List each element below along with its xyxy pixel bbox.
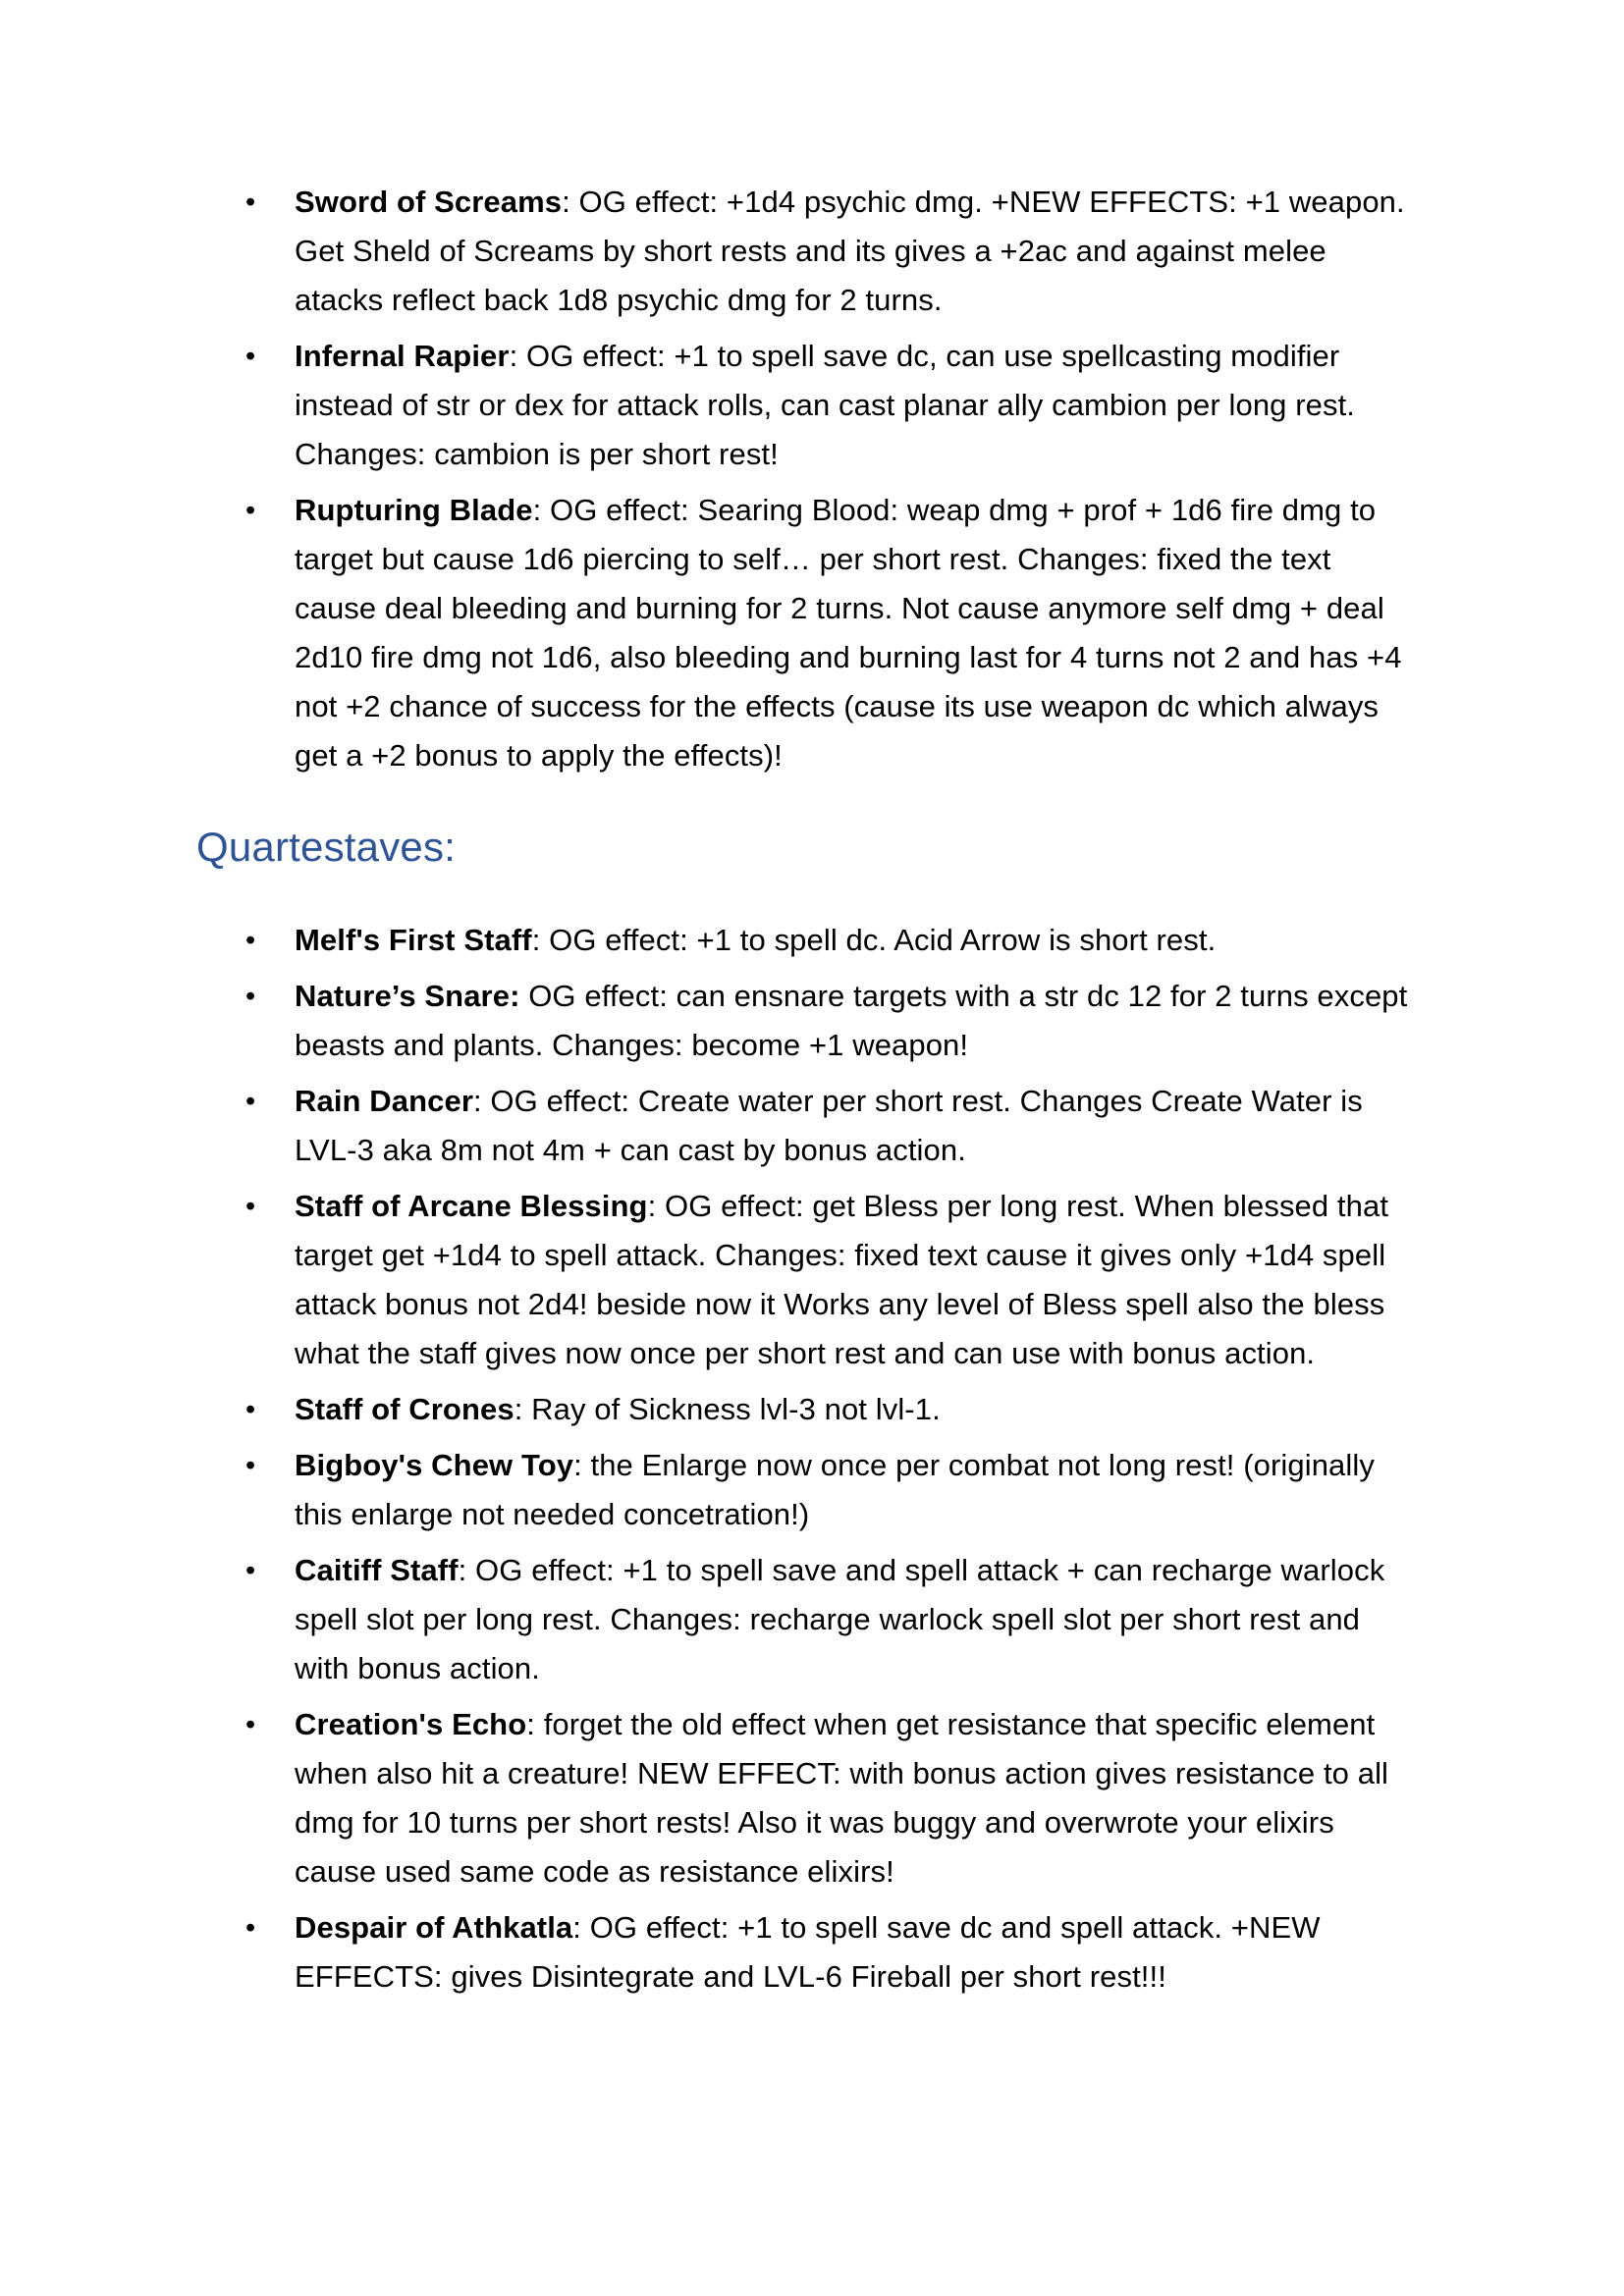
- bullet-icon: •: [245, 1086, 256, 1117]
- list-item: [196, 332, 1414, 479]
- list-item: [196, 1700, 1414, 1896]
- item-title: Staff of Arcane Blessing: [295, 1189, 648, 1223]
- bullet-icon: •: [245, 1394, 256, 1425]
- item-body: : OG effect: +1d4 psychic dmg. +NEW EFFECTS: +1 weapon. Get Sheld of Screams by short rests and its gives a +2ac and against melee atacks reflect back 1d8 psychic dmg for 2 turns.: [295, 185, 1405, 317]
- bullet-icon: •: [245, 981, 256, 1012]
- item-body: : OG effect: Create water per short rest. Changes Create Water is LVL-3 aka 8m not 4m + can cast by bonus action.: [295, 1084, 1363, 1167]
- list-item: [196, 1182, 1414, 1378]
- list-item: [196, 1441, 1414, 1539]
- item-title: Rain Dancer: [295, 1084, 473, 1118]
- list-item: [196, 972, 1414, 1070]
- staves-list: [196, 916, 1414, 2002]
- item-body: : Ray of Sickness lvl-3 not lvl-1.: [514, 1392, 941, 1426]
- list-item: [196, 916, 1414, 965]
- item-body: : OG effect: +1 to spell save and spell attack + can recharge warlock spell slot per long rest. Changes: recharge warlock spell slot per short rest and with bonus action.: [295, 1553, 1385, 1685]
- bullet-icon: •: [245, 495, 256, 526]
- list-item: [196, 1903, 1414, 2002]
- section-heading: Quartestaves:: [196, 824, 457, 870]
- bullet-icon: •: [245, 1450, 256, 1481]
- item-title: Infernal Rapier: [295, 339, 510, 373]
- item-body: OG effect: can ensnare targets with a str dc 12 for 2 turns except beasts and plants. Changes: become +1 weapon!: [295, 979, 1408, 1062]
- list-item: [196, 178, 1414, 325]
- item-title: Creation's Echo: [295, 1707, 527, 1741]
- bullet-icon: •: [245, 341, 256, 372]
- item-title: Despair of Athkatla: [295, 1910, 573, 1945]
- item-title: Sword of Screams: [295, 185, 563, 219]
- item-body: : OG effect: get Bless per long rest. When blessed that target get +1d4 to spell attack. Changes: fixed text cause it gives only +1d4 spell attack bonus not 2d4! beside now it Works any level of Bless spell also the bless what the staff gives now once per short rest and can use with bonus action.: [295, 1189, 1389, 1370]
- item-title: Caitiff Staff: [295, 1553, 459, 1587]
- bullet-icon: •: [245, 1709, 256, 1740]
- bullet-icon: •: [245, 925, 256, 956]
- document-content: [196, 178, 1414, 2002]
- list-item: [196, 1077, 1414, 1175]
- list-item: [196, 486, 1414, 780]
- bullet-icon: •: [245, 1191, 256, 1222]
- item-body: : the Enlarge now once per combat not long rest! (originally this enlarge not needed concetration!): [295, 1448, 1375, 1531]
- item-title: Bigboy's Chew Toy: [295, 1448, 574, 1482]
- weapons-list: [196, 178, 1414, 780]
- bullet-icon: •: [245, 187, 256, 218]
- bullet-icon: •: [245, 1555, 256, 1586]
- list-item: [196, 1546, 1414, 1693]
- item-title: Nature’s Snare:: [295, 979, 520, 1013]
- list-item: [196, 1385, 1414, 1434]
- item-title: Melf's First Staff: [295, 923, 532, 957]
- item-body: : forget the old effect when get resistance that specific element when also hit a creature! NEW EFFECT: with bonus action gives resistance to all dmg for 10 turns per short rests! Also it was buggy and overwrote your elixirs cause used same code as resistance elixirs!: [295, 1707, 1389, 1889]
- item-title: Rupturing Blade: [295, 493, 533, 527]
- item-body: : OG effect: +1 to spell save dc, can use spellcasting modifier instead of str or dex for attack rolls, can cast planar ally cambion per long rest. Changes: cambion is per short rest!: [295, 339, 1356, 471]
- item-body: : OG effect: +1 to spell save dc and spell attack. +NEW EFFECTS: gives Disintegrate and LVL-6 Fireball per short rest!!!: [295, 1910, 1321, 1994]
- item-body: : OG effect: Searing Blood: weap dmg + prof + 1d6 fire dmg to target but cause 1d6 piercing to self… per short rest. Changes: fixed the text cause deal bleeding and burning for 2 turns. Not cause anymore self dmg + deal 2d10 fire dmg not 1d6, also bleeding and burning last for 4 turns not 2 and has +4 not +2 chance of success for the effects (cause its use weapon dc which always get a +2 bonus to apply the effects)!: [295, 493, 1402, 773]
- item-body: : OG effect: +1 to spell dc. Acid Arrow is short rest.: [531, 923, 1217, 957]
- bullet-icon: •: [245, 1912, 256, 1944]
- item-title: Staff of Crones: [295, 1392, 514, 1426]
